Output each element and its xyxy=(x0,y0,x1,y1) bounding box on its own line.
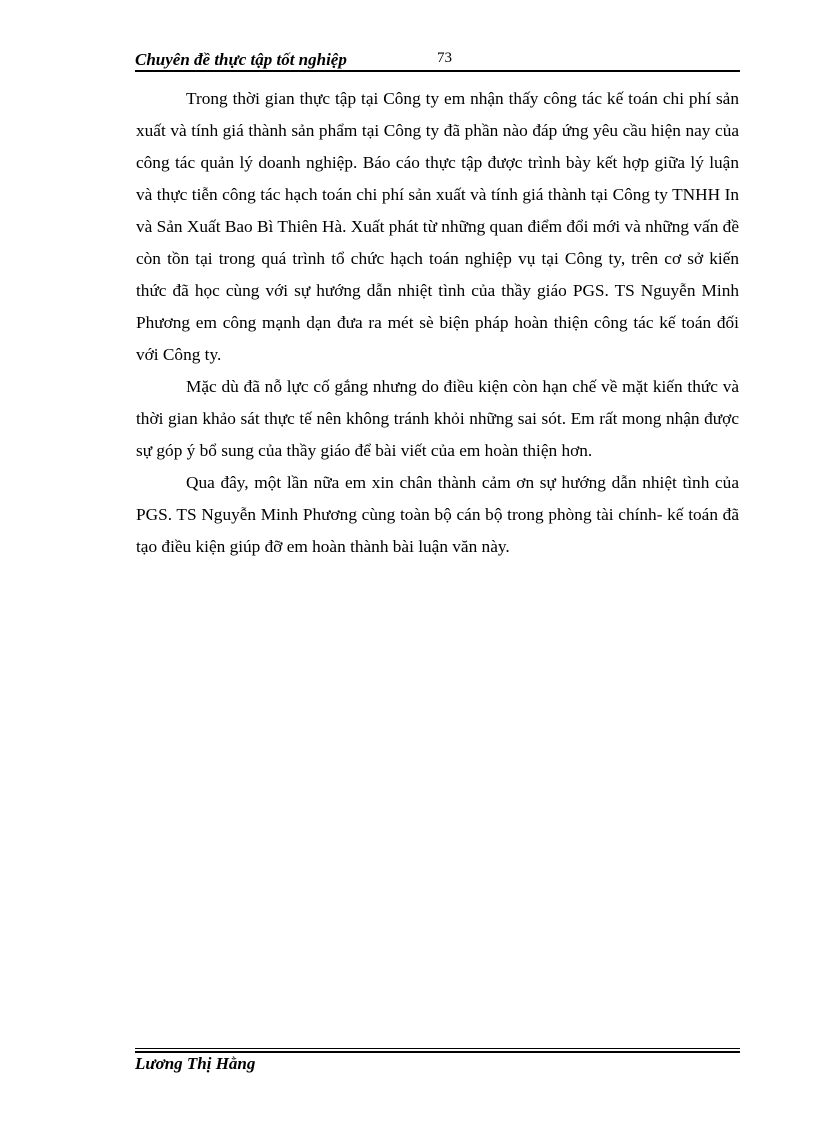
paragraph-thanks: Qua đây, một lần nữa em xin chân thành cảm ơn sự hướng dẫn nhiệt tình của PGS. TS Nguyễn Minh Phương cùng toàn bộ cán bộ trong phòng tài chính- kế toán đã tạo điều kiện giúp đỡ em hoàn thành bài luận văn này. xyxy=(136,473,739,556)
header-rule xyxy=(135,70,740,72)
footer-author: Lương Thị Hằng xyxy=(135,1054,256,1073)
header-title: Chuyên đề thực tập tốt nghiệp xyxy=(135,50,347,69)
paragraph-conclusion: Trong thời gian thực tập tại Công ty em nhận thấy công tác kế toán chi phí sản xuất và tính giá thành sản phẩm tại Công ty đã phần nào đáp ứng yêu cầu hiện nay của công tác quản lý doanh nghiệp. Báo cáo thực tập được trình bày kết hợp giữa lý luận và thực tiễn công tác hạch toán chi phí sản xuất và tính giá thành tại Công ty TNHH In và Sản Xuất Bao Bì Thiên Hà. Xuất phát từ những quan điểm đổi mới và những vấn đề còn tồn tại trong quá trình tổ chức hạch toán nghiệp vụ tại Công ty, trên cơ sở kiến thức đã học cùng với sự hướng dẫn nhiệt tình của thầy giáo PGS. TS Nguyễn Minh Phương em công mạnh dạn đưa ra mét sè biện pháp hoàn thiện công tác kế toán đối với Công ty. xyxy=(136,89,739,364)
page-number: 73 xyxy=(437,50,452,66)
footer-rule-thin xyxy=(135,1048,740,1049)
paragraph-apology: Mặc dù đã nỗ lực cố gắng nhưng do điều kiện còn hạn chế về mặt kiến thức và thời gian khảo sát thực tế nên không tránh khỏi những sai sót. Em rất mong nhận được sự góp ý bổ sung của thầy giáo để bài viết của em hoàn thiện hơn. xyxy=(136,377,739,460)
page-header xyxy=(135,48,740,70)
body-text xyxy=(136,83,739,563)
footer-rule-thick xyxy=(135,1051,740,1053)
